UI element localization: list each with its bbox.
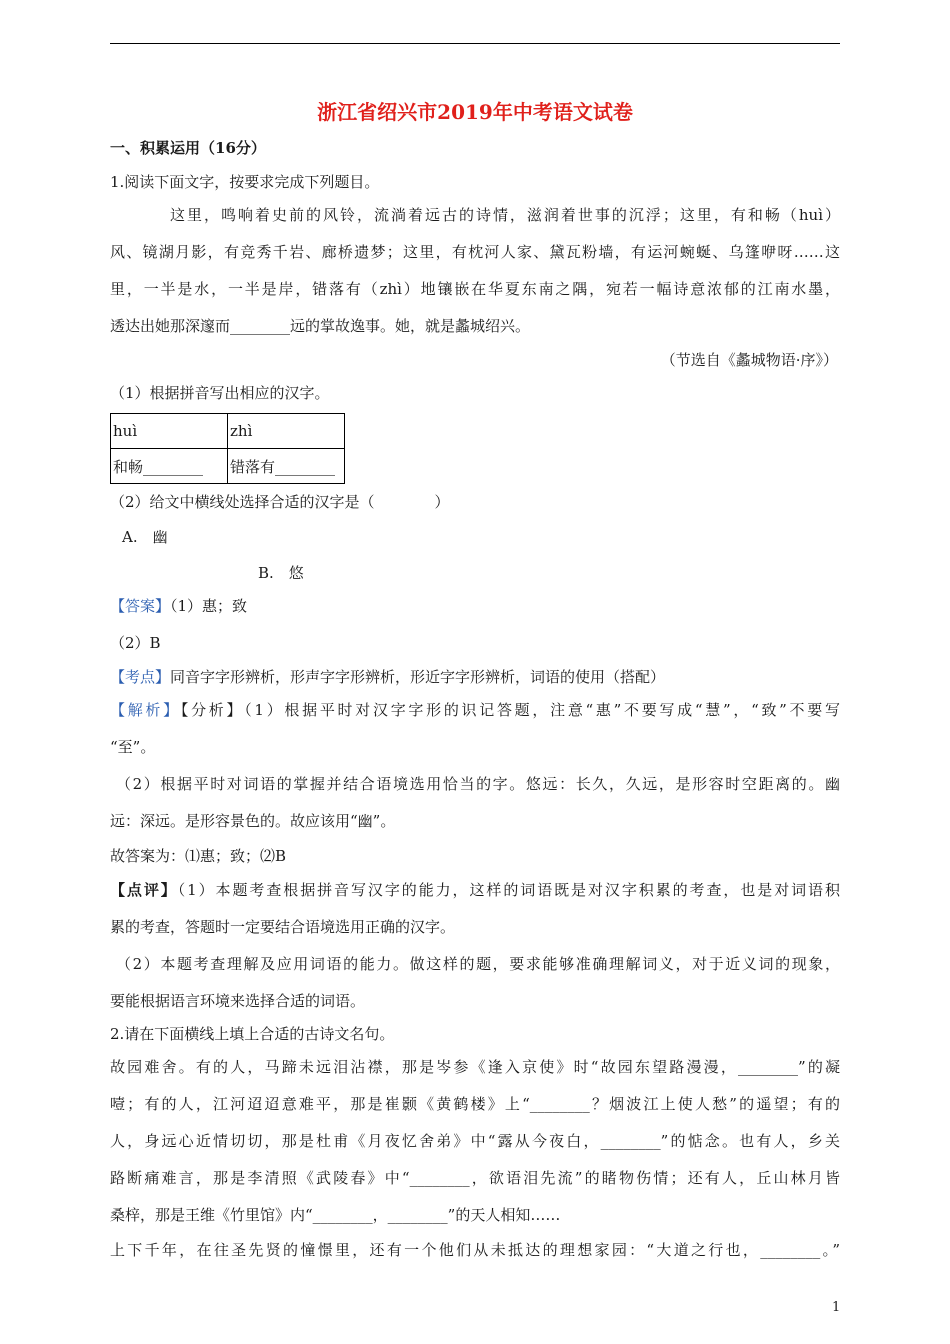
answer-text: （1）惠；致 [170, 597, 248, 615]
passage-line: 风、镜湖月影，有竞秀千岩、廊桥遗梦；这里，有枕河人家、黛瓦粉墙，有运河蜿蜒、乌篷咿呀……这 [110, 243, 840, 261]
q2-line: 桑梓，那是王维《竹里馆》内“________，________”的天人相知…… [110, 1206, 561, 1224]
jiexi-text: （2）根据平时对词语的掌握并结合语境选用恰当的字。悠远：长久，久远，是形容时空距离的。幽 [116, 775, 840, 793]
dianping-text: 要能根据语言环境来选择合适的词语。 [110, 992, 366, 1010]
jiexi-text: 远：深远。是形容景色的。故应该用“幽”。 [110, 812, 396, 830]
page-number: 1 [832, 1300, 841, 1315]
pinyin-table [110, 413, 345, 484]
table-cell: 和畅________ [111, 449, 228, 484]
answer-tag: 【答案】 [110, 597, 171, 615]
q2-line: 上下千年，在往圣先贤的憧憬里，还有一个他们从未抵达的理想家园：“大道之行也，________。” [110, 1241, 840, 1259]
page-title: 浙江省绍兴市2019年中考语文试卷 [317, 100, 633, 124]
q2-prompt: 2.请在下面横线上填上合适的古诗文名句。 [110, 1025, 395, 1043]
q1-sub1: （1）根据拼音写出相应的汉字。 [110, 384, 330, 402]
dianping-text: （2）本题考查理解及应用词语的能力。做这样的题，要求能够准确理解词义，对于近义词的现象， [116, 955, 840, 973]
passage-line: 透达出她那深邃而________远的掌故逸事。她，就是蠡城绍兴。 [110, 317, 531, 335]
q1-prompt: 1.阅读下面文字，按要求完成下列题目。 [110, 173, 380, 191]
jiexi-text: “至”。 [110, 738, 156, 756]
answer-text-2: （2）B [110, 634, 161, 652]
dianping-tag: 【点评】 [110, 881, 178, 899]
q2-line: 噎；有的人，江河迢迢意难平，那是崔颢《黄鹤楼》上“________？烟波江上使人愁”的遥望；有的 [110, 1095, 840, 1113]
dianping-text: 累的考查，答题时一定要结合语境选用正确的汉字。 [110, 918, 456, 936]
answer-line [110, 596, 247, 616]
kaodian-line [110, 667, 665, 687]
q2-line: 故园难舍。有的人，马蹄未远泪沾襟，那是岑参《逢入京使》时“故园东望路漫漫，________”的凝 [110, 1058, 840, 1076]
kaodian-tag: 【考点】 [110, 668, 171, 686]
kaodian-text: 同音字字形辨析，形声字字形辨析，形近字字形辨析，词语的使用（搭配） [170, 668, 666, 686]
q2-line: 路断痛难言，那是李清照《武陵春》中“________，欲语泪先流”的睹物伤情；还有人，丘山林月皆 [110, 1169, 840, 1187]
q1-sub2: （2）给文中横线处选择合适的汉字是（ ） [110, 493, 450, 511]
dianping-line [110, 880, 840, 900]
table-cell: 错落有________ [228, 449, 345, 484]
jiexi-line [110, 700, 840, 720]
q2-line: 人，身远心近情切切，那是杜甫《月夜忆舍弟》中“露从今夜白，________”的惦念。也有人，乡关 [110, 1132, 840, 1150]
table-cell: huì [111, 414, 228, 449]
jiexi-text: 【分析】（1）根据平时对汉字字形的识记答题，注意“惠”不要写成“慧”，“致”不要写 [180, 701, 840, 719]
passage-line: 里，一半是水，一半是岸，错落有（zhì）地镶嵌在华夏东南之隅，宛若一幅诗意浓郁的江南水墨， [110, 280, 840, 298]
table-cell: zhì [228, 414, 345, 449]
top-rule [110, 43, 840, 44]
passage-source: （节选自《蠡城物语·序》） [660, 351, 838, 369]
option-b: B. 悠 [258, 564, 304, 582]
jiexi-tag: 【解析】 [110, 701, 181, 719]
section-heading: 一、积累运用（16分） [110, 139, 266, 157]
dianping-text: （1）本题考查根据拼音写汉字的能力，这样的词语既是对汉字积累的考查，也是对词语积 [177, 881, 840, 899]
passage-line: 这里，鸣响着史前的风铃，流淌着远古的诗情，滋润着世事的沉浮；这里，有和畅（huì） [170, 206, 840, 224]
option-a: A. 幽 [122, 528, 168, 546]
jiexi-text: 故答案为：⑴惠；致；⑵B [110, 847, 287, 865]
